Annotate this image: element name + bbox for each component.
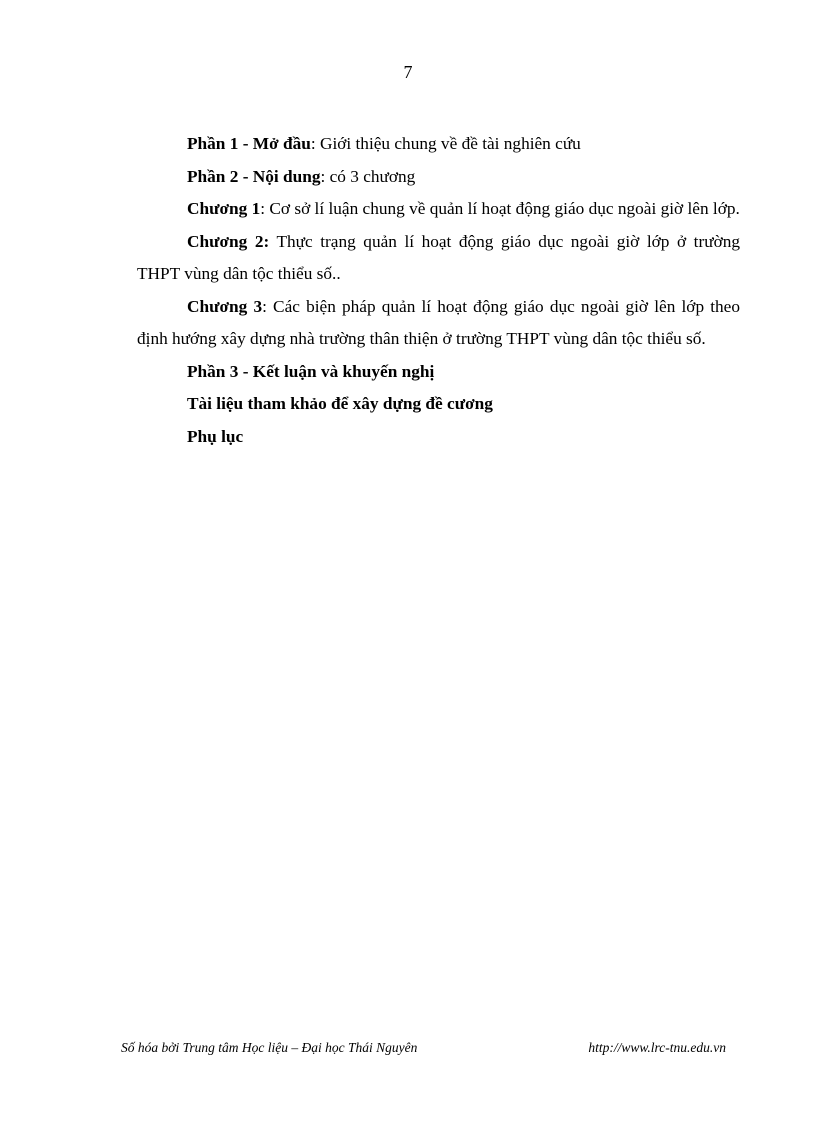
section-label: Phụ lục: [187, 426, 244, 446]
section-label: Chương 2:: [187, 231, 270, 251]
footer-url: http://www.lrc-tnu.edu.vn: [588, 1040, 726, 1055]
section-text: : Các biện pháp quản lí hoạt động giáo dục ngoài giờ lên lớp theo định hướng xây dựng nhà trường thân thiện ở trường THPT vùng dân tộc thiểu số.: [137, 296, 740, 348]
section-label: Chương 1: [187, 199, 261, 218]
section-chapter-1: [137, 193, 740, 226]
footer-digitized-by: Số hóa bởi Trung tâm Học liệu – Đại học Thái Nguyên: [121, 1040, 418, 1055]
document-body: [137, 128, 740, 453]
section-label: Chương 3: [187, 296, 263, 316]
page-number: 7: [403, 62, 413, 82]
section-chapter-3: [137, 291, 740, 356]
section-text: Thực trạng quản lí hoạt động giáo dục ngoài giờ lớp ở trường THPT vùng dân tộc thiểu số..: [137, 231, 741, 283]
section-text: : Giới thiệu chung về đề tài nghiên cứu: [310, 134, 581, 153]
section-part-2: [137, 161, 740, 194]
section-references: [137, 388, 740, 421]
section-label: Phần 1 - Mở đầu: [187, 134, 311, 153]
section-part-3: [137, 356, 740, 389]
section-part-1: [137, 128, 740, 161]
section-label: Tài liệu tham khảo để xây dựng đề cương: [187, 394, 493, 413]
section-label: Phần 2 - Nội dung: [187, 166, 321, 186]
section-label: Phần 3 - Kết luận và khuyến nghị: [187, 361, 435, 381]
section-chapter-2: [137, 226, 740, 291]
section-text: : có 3 chương: [320, 166, 416, 186]
section-text: : Cơ sở lí luận chung về quản lí hoạt động giáo dục ngoài giờ lên lớp.: [260, 199, 740, 218]
section-appendix: [137, 421, 740, 454]
